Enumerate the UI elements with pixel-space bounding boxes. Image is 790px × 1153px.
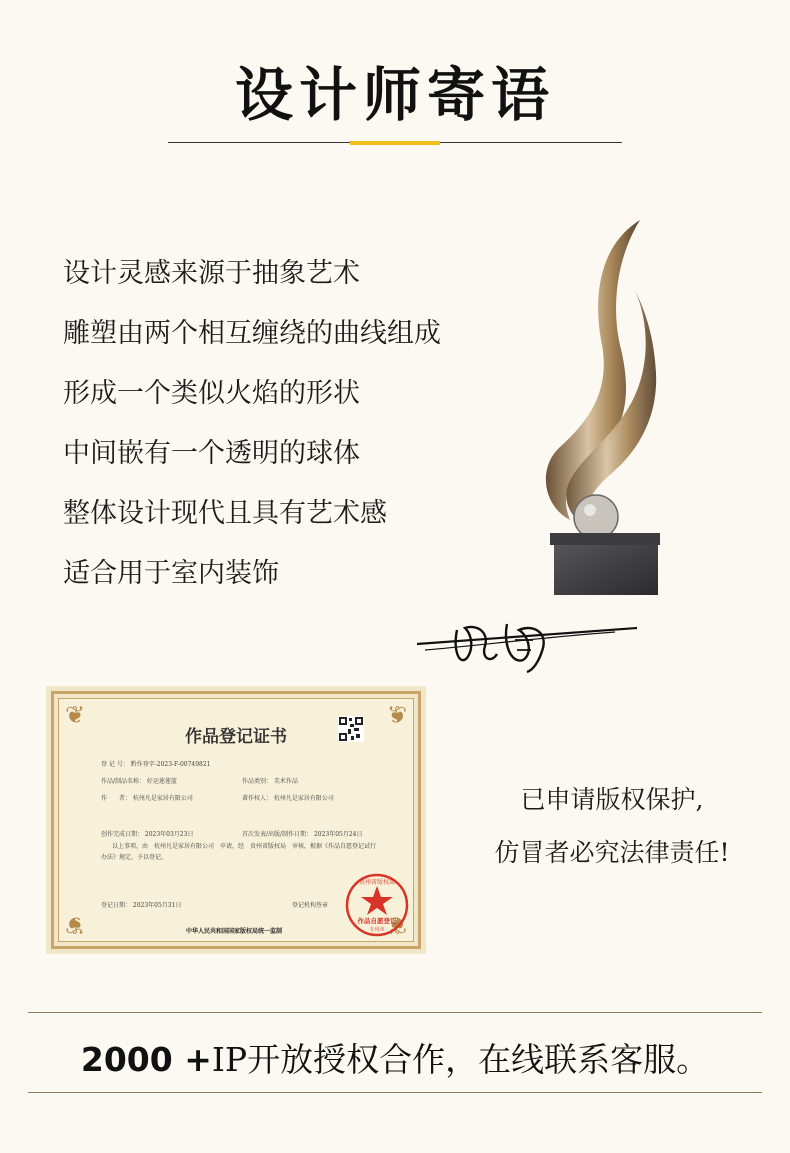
ornament-icon: ❦ [386,911,408,939]
licensing-banner [0,1034,790,1081]
author: 作 者： 杭州凡是家居有限公司 [101,795,193,802]
registration-date: 登记日期： 2023年05月31日 [101,902,182,909]
ornament-icon: ❦ [64,701,86,729]
banner-bottom-rule [28,1092,762,1093]
banner-top-rule [28,1012,762,1013]
message-line: 中间嵌有一个透明的球体 [63,438,360,469]
registration-number: 登 记 号： 黔作登字-2023-F-00749821 [101,761,211,768]
message-line: 整体设计现代且具有艺术感 [63,498,387,529]
designer-message [63,256,441,616]
banner-highlight: 2000 + [80,1040,212,1079]
official-seal-icon [344,872,410,938]
flame-sculpture-image [530,215,670,600]
title-divider-accent [350,141,440,145]
copyright-certificate [46,686,426,954]
qr-code-icon [338,716,364,742]
ornament-icon: ❦ [64,911,86,939]
certificate-body: 以上事项，由 杭州凡是家居有限公司 申请，经 贵州省版权局 审核，根据《作品自愿登记试行 [112,843,377,850]
work-type: 作品类别： 美术作品 [242,778,298,785]
designer-signature [415,610,645,678]
ornament-icon: ❦ [386,701,408,729]
copyright-owner: 著作权人： 杭州凡是家居有限公司 [242,795,334,802]
seal-top-text: 贵州省版权局 [358,879,396,886]
work-name: 作品/制品名称： 好运莲莲篮 [101,778,177,785]
certificate-footer: 中华人民共和国国家版权局统一监制 [186,928,283,935]
page-title: 设计师寄语 [234,61,555,129]
message-line: 设计灵感来源于抽象艺术 [63,258,360,289]
copyright-note-line2: 仿冒者必究法律责任! [494,838,730,867]
agency-signature-label: 登记机构签章 [292,902,329,909]
creation-date: 创作完成日期： 2023年03月23日 [101,831,194,838]
certificate-body: 办法》规定，予以登记。 [101,854,168,861]
seal-sub-text: 专用章 [369,927,385,933]
certificate-title: 作品登记证书 [185,727,287,747]
message-line: 形成一个类似火焰的形状 [63,378,360,409]
copyright-note-line1: 已申请版权保护, [520,785,704,814]
banner-text: IP开放授权合作，在线联系客服。 [211,1040,710,1079]
seal-bottom-text: 作品自愿登记 [357,917,397,925]
message-line: 雕塑由两个相互缠绕的曲线组成 [63,318,441,349]
message-line: 适合用于室内装饰 [63,558,279,589]
publish-date: 首次发表/出版/制作日期： 2023年05月24日 [242,831,363,838]
